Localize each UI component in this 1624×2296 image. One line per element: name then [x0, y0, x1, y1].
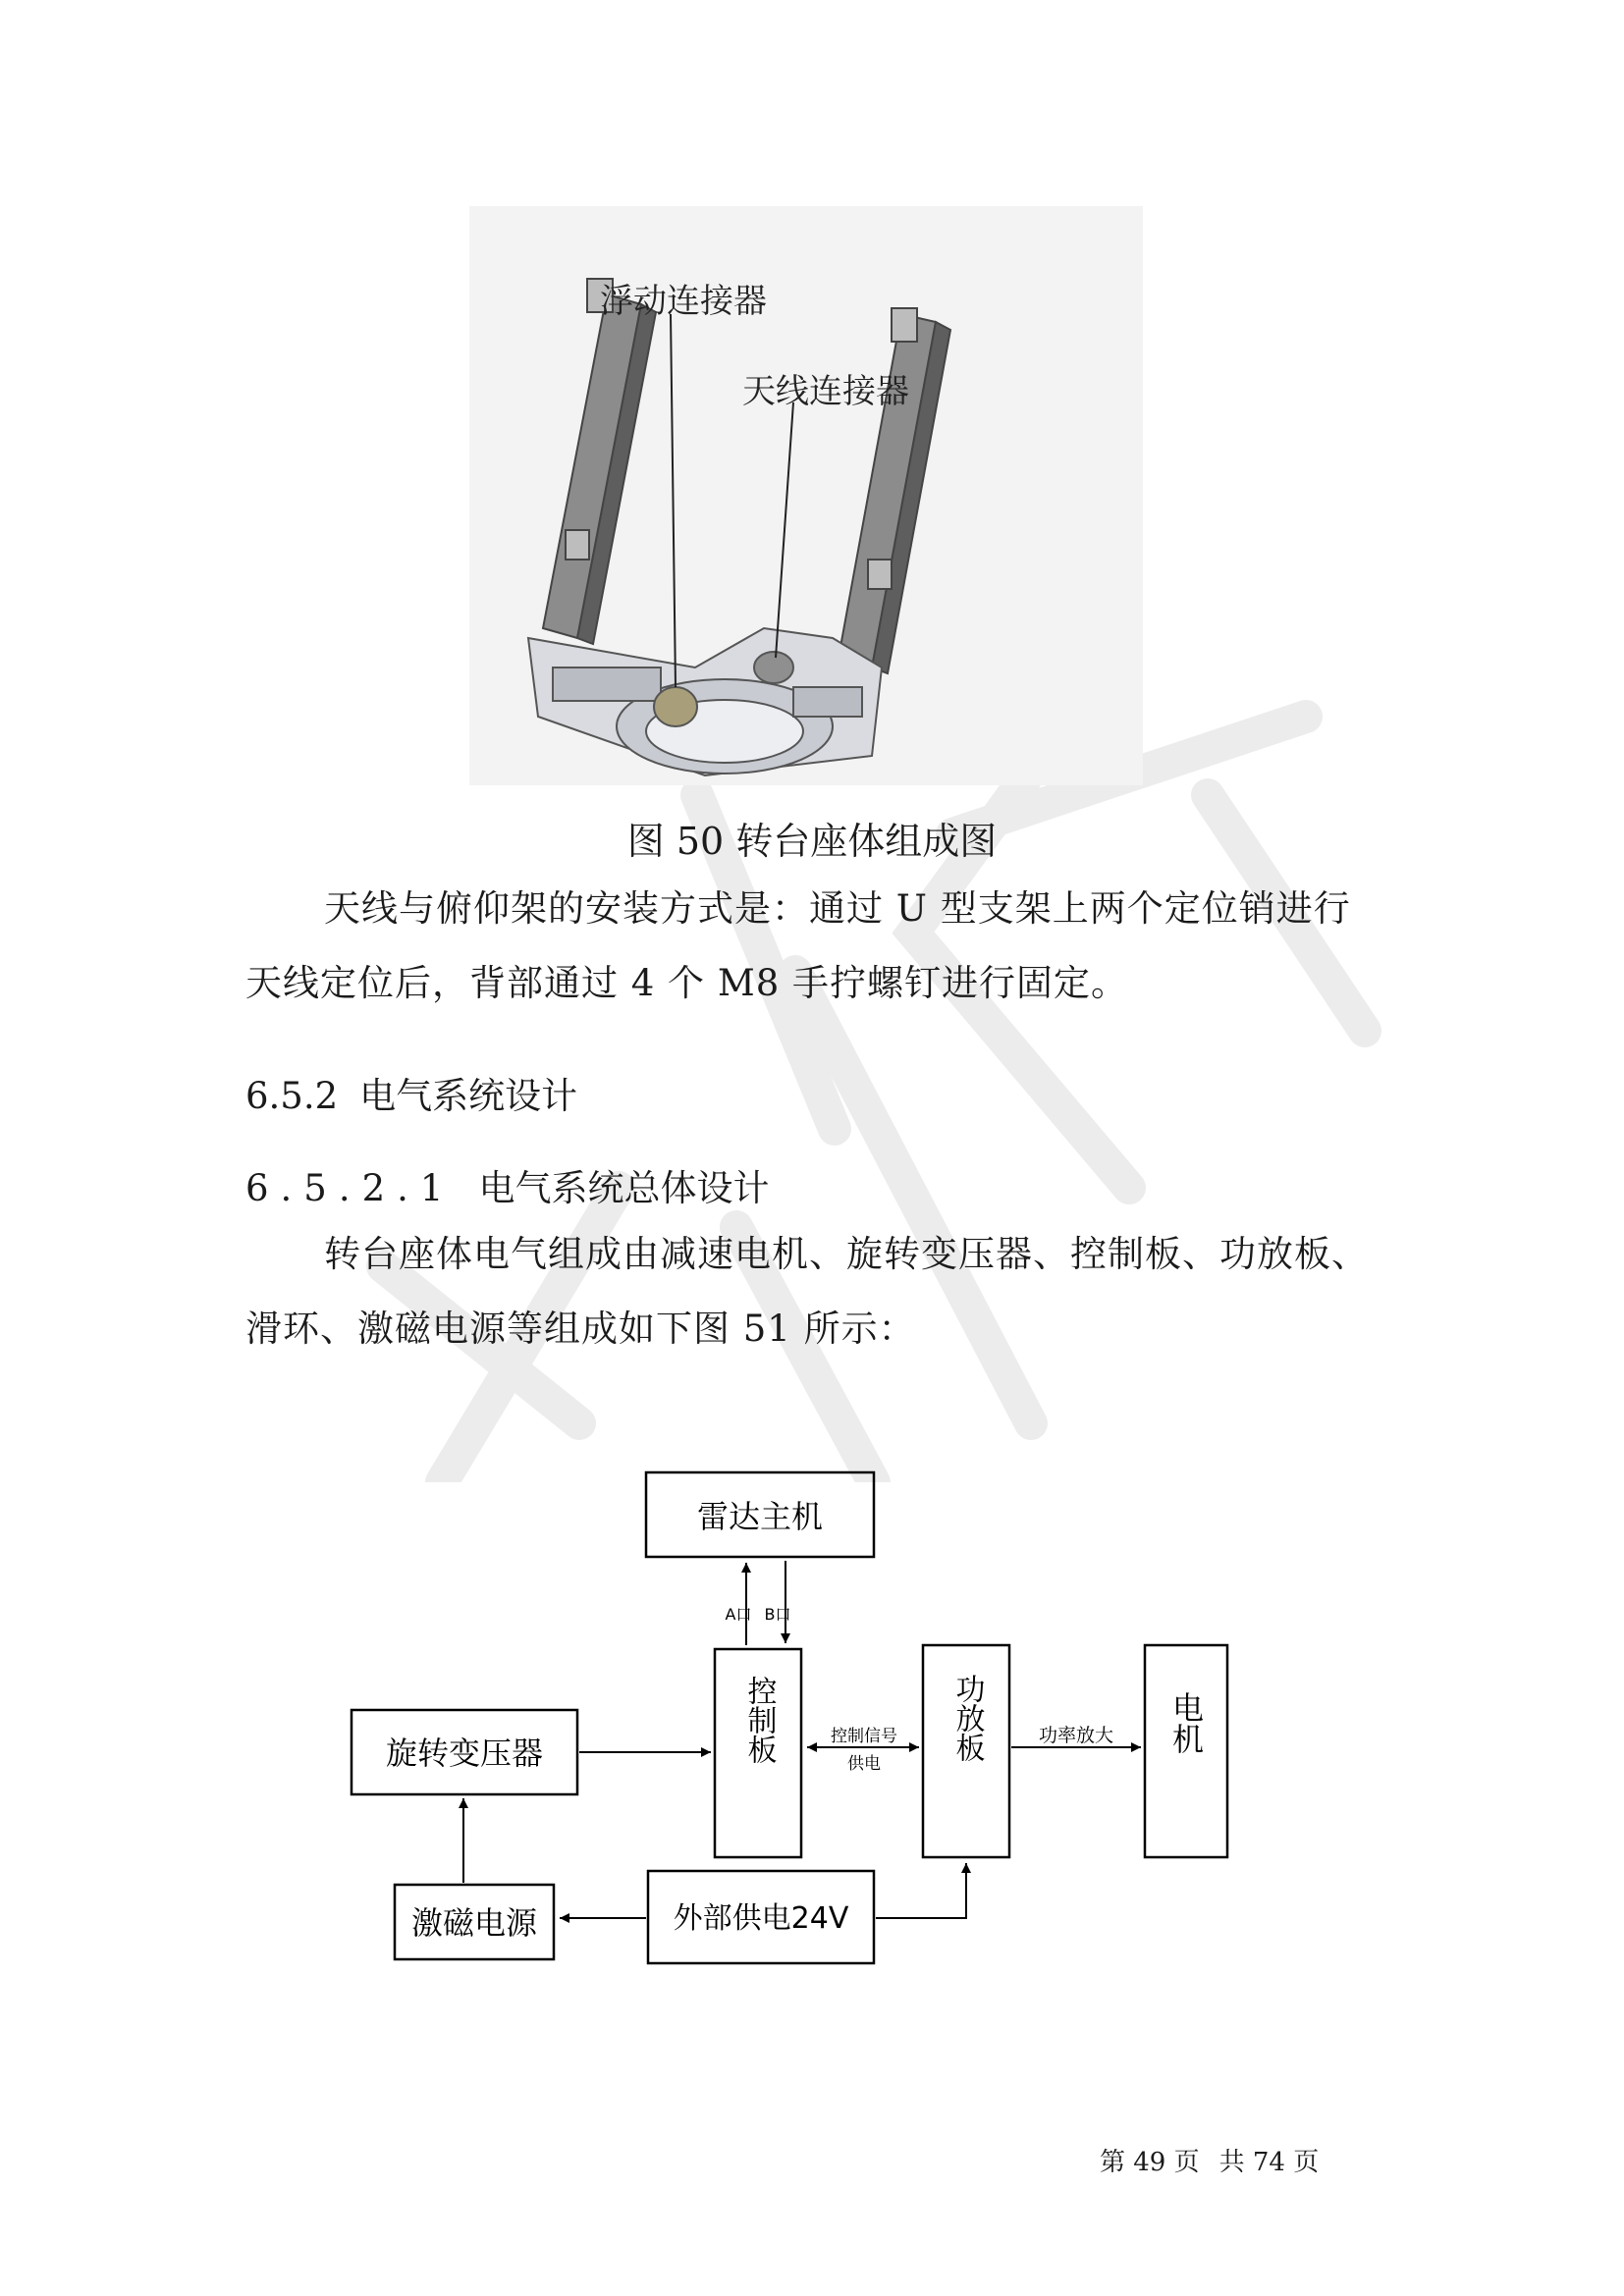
page-footer — [1100, 2142, 1338, 2178]
paragraph-composition — [245, 1217, 1384, 1366]
heading-number: 6.5.2 — [245, 1075, 339, 1117]
heading-number: 6.5.2.1 — [245, 1167, 456, 1209]
electrical-block-diagram — [334, 1453, 1257, 2012]
label-floating-connector: 浮动连接器 — [600, 282, 767, 321]
control-board-label: 控制板 — [741, 1676, 777, 1764]
paragraph-install-text: 天线与俯仰架的安装方式是：通过 U 型支架上两个定位销进行天线定位后，背部通过 4 个 M8 手拧螺钉进行固定。 — [245, 887, 1351, 1004]
external-power-label: 外部供电24V — [673, 1901, 849, 1936]
port-a-label: A口 — [725, 1605, 752, 1624]
page-total: 共 74 页 — [1218, 2148, 1320, 2177]
paragraph-install — [245, 872, 1384, 1021]
heading-title: 电气系统设计 — [359, 1075, 578, 1117]
power-amplification-label: 功率放大 — [1038, 1725, 1114, 1746]
heading-6-5-2-1 — [245, 1158, 769, 1211]
power-supply-label: 供电 — [847, 1754, 881, 1774]
excitation-power-label: 激磁电源 — [410, 1904, 538, 1942]
page-number: 第 49 页 — [1100, 2148, 1200, 2177]
label-antenna-connector: 天线连接器 — [742, 372, 909, 411]
port-b-label: B口 — [764, 1605, 791, 1624]
radar-host-label: 雷达主机 — [696, 1498, 824, 1535]
power-amp-board-label: 功放板 — [949, 1674, 985, 1762]
resolver-label: 旋转变压器 — [385, 1735, 544, 1772]
turntable-base-photo — [469, 206, 1143, 785]
paragraph-composition-text: 转台座体电气组成由减速电机、旋转变压器、控制板、功放板、滑环、激磁电源等组成如下图 51 所示： — [245, 1233, 1369, 1350]
figure-50-caption: 图 50 转台座体组成图 — [626, 820, 998, 863]
heading-title: 电气系统总体设计 — [478, 1167, 770, 1209]
heading-6-5-2 — [245, 1066, 577, 1119]
control-signal-label: 控制信号 — [831, 1727, 897, 1746]
motor-label: 电机 — [1167, 1691, 1205, 1754]
arrow-external-to-power-amp — [876, 1863, 966, 1918]
